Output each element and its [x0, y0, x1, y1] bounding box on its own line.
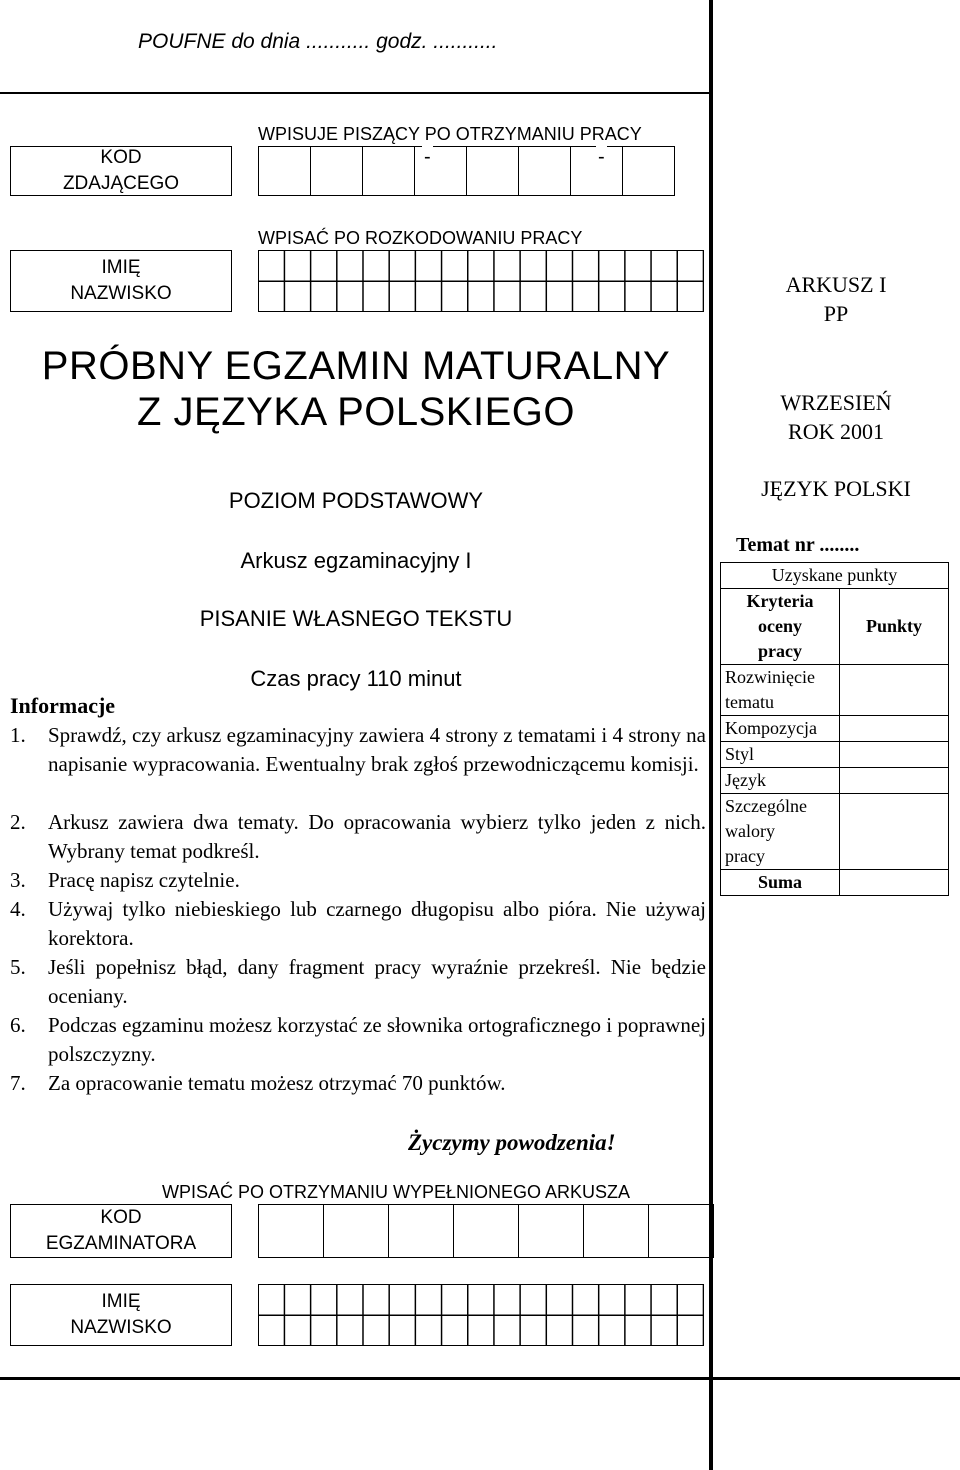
instruction-text: Arkusz zawiera dwa tematy. Do opracowania wybierz tylko jeden z nich. Wybrany temat podkreśl.: [48, 810, 706, 863]
criterion-label-line2: tematu: [725, 692, 774, 712]
instruction-text: Sprawdź, czy arkusz egzaminacyjny zawiera 4 strony z tematami i 4 strony na napisanie wypracowania. Ewentualny brak zgłoś przewodniczącemu komisji.: [48, 723, 706, 776]
instruction-item: [10, 1011, 706, 1069]
instruction-number: 4.: [10, 897, 26, 921]
examiner-name-label-line1: IMIĘ: [101, 1291, 141, 1312]
exam-date-line2: ROK 2001: [788, 419, 884, 444]
criterion-label: Styl: [721, 742, 840, 768]
exam-date: [712, 388, 960, 446]
candidate-code-label-line1: KOD: [100, 147, 142, 168]
candidate-code-cells[interactable]: [258, 146, 675, 196]
examiner-code-label-line2: EGZAMINATORA: [45, 1233, 197, 1254]
examiner-caption: WPISAĆ PO OTRZYMANIU WYPEŁNIONEGO ARKUSZA: [162, 1182, 631, 1202]
instruction-number: 3.: [10, 868, 26, 892]
confidential-note: POUFNE do dnia ........... godz. ...........: [138, 30, 498, 53]
topic-number: Temat nr ........: [736, 534, 860, 556]
exam-level: POZIOM PODSTAWOWY: [228, 488, 484, 513]
criterion-label: [721, 665, 840, 716]
header-rule: [0, 92, 712, 94]
sheet-code-line2: PP: [823, 301, 849, 326]
examiner-name-label: [10, 1284, 232, 1346]
time-limit: Czas pracy 110 minut: [250, 666, 462, 691]
sum-cell[interactable]: [840, 870, 949, 896]
points-cell[interactable]: [840, 716, 949, 742]
criterion-label-line3: pracy: [725, 846, 765, 866]
criterion-label: Kompozycja: [721, 716, 840, 742]
candidate-code-label-line2: ZDAJĄCEGO: [62, 173, 180, 194]
instruction-text: Za opracowanie tematu możesz otrzymać 70 punktów.: [48, 1071, 506, 1095]
candidate-name-label-line1: IMIĘ: [101, 257, 141, 278]
instruction-text: Jeśli popełnisz błąd, dany fragment pracy wyraźnie przekreśl. Nie będzie oceniany.: [48, 955, 706, 1008]
candidate-name-label: [10, 250, 232, 312]
good-luck-wish: Życzymy powodzenia!: [408, 1130, 616, 1155]
exam-date-line1: WRZESIEŃ: [780, 390, 892, 415]
exam-title-line1: PRÓBNY EGZAMIN MATURALNY: [41, 344, 671, 388]
task-name: PISANIE WŁASNEGO TEKSTU: [199, 606, 513, 631]
examiner-code-label-line1: KOD: [100, 1207, 142, 1228]
points-cell[interactable]: [840, 742, 949, 768]
criteria-header-line1: Kryteria: [746, 591, 814, 611]
candidate-name-caption: WPISAĆ PO ROZKODOWANIU PRACY: [258, 228, 583, 248]
points-cell[interactable]: [840, 768, 949, 794]
criterion-label-line1: Rozwinięcie: [725, 667, 815, 687]
criterion-label: [721, 794, 840, 870]
instructions-heading: Informacje: [10, 693, 116, 718]
scoring-table-header: Uzyskane punkty: [721, 563, 949, 589]
instruction-item: [10, 866, 706, 895]
candidate-code-label: [10, 146, 232, 196]
footer-rule: [0, 1377, 960, 1380]
points-column-header: Punkty: [840, 589, 949, 665]
exam-title-line2: Z JĘZYKA POLSKIEGO: [136, 390, 576, 434]
instruction-number: 5.: [10, 955, 26, 979]
criterion-label-line2: walory: [725, 821, 775, 841]
sum-label: Suma: [721, 870, 840, 896]
sheet-name: Arkusz egzaminacyjny I: [240, 548, 472, 573]
subject-name: JĘZYK POLSKI: [761, 476, 911, 501]
points-cell[interactable]: [840, 665, 949, 716]
candidate-code-caption: WPISUJE PISZĄCY PO OTRZYMANIU PRACY: [258, 124, 642, 144]
criteria-header-line3: pracy: [758, 641, 802, 661]
instruction-number: 2.: [10, 810, 26, 834]
criterion-label: Język: [721, 768, 840, 794]
sheet-code: [712, 270, 960, 328]
instruction-number: 7.: [10, 1071, 26, 1095]
instruction-item: [10, 1069, 706, 1098]
instruction-item: [10, 895, 706, 953]
instruction-text: Podczas egzaminu możesz korzystać ze słownika ortograficznego i poprawnej polszczyzny.: [48, 1013, 706, 1066]
candidate-name-label-line2: NAZWISKO: [70, 283, 172, 304]
examiner-name-label-line2: NAZWISKO: [70, 1317, 172, 1338]
instruction-item: [10, 808, 706, 866]
sheet-code-line1: ARKUSZ I: [785, 272, 887, 297]
examiner-name-grid[interactable]: [258, 1284, 704, 1346]
instruction-text: Pracę napisz czytelnie.: [48, 868, 240, 892]
criterion-label-line1: Szczególne: [725, 796, 807, 816]
instruction-number: 1.: [10, 723, 26, 747]
scoring-table: [720, 562, 949, 896]
candidate-name-grid[interactable]: [258, 250, 704, 312]
examiner-code-label: [10, 1204, 232, 1258]
points-cell[interactable]: [840, 794, 949, 870]
instruction-item: [10, 721, 706, 779]
instruction-text: Używaj tylko niebieskiego lub czarnego długopisu albo pióra. Nie używaj korektora.: [48, 897, 706, 950]
instruction-number: 6.: [10, 1013, 26, 1037]
criteria-header-line2: oceny: [758, 616, 802, 636]
criteria-column-header: [721, 589, 840, 665]
code-dash-2: -: [598, 146, 605, 168]
code-dash-1: -: [424, 146, 431, 168]
instruction-item: [10, 953, 706, 1011]
examiner-code-cells[interactable]: [258, 1204, 714, 1258]
